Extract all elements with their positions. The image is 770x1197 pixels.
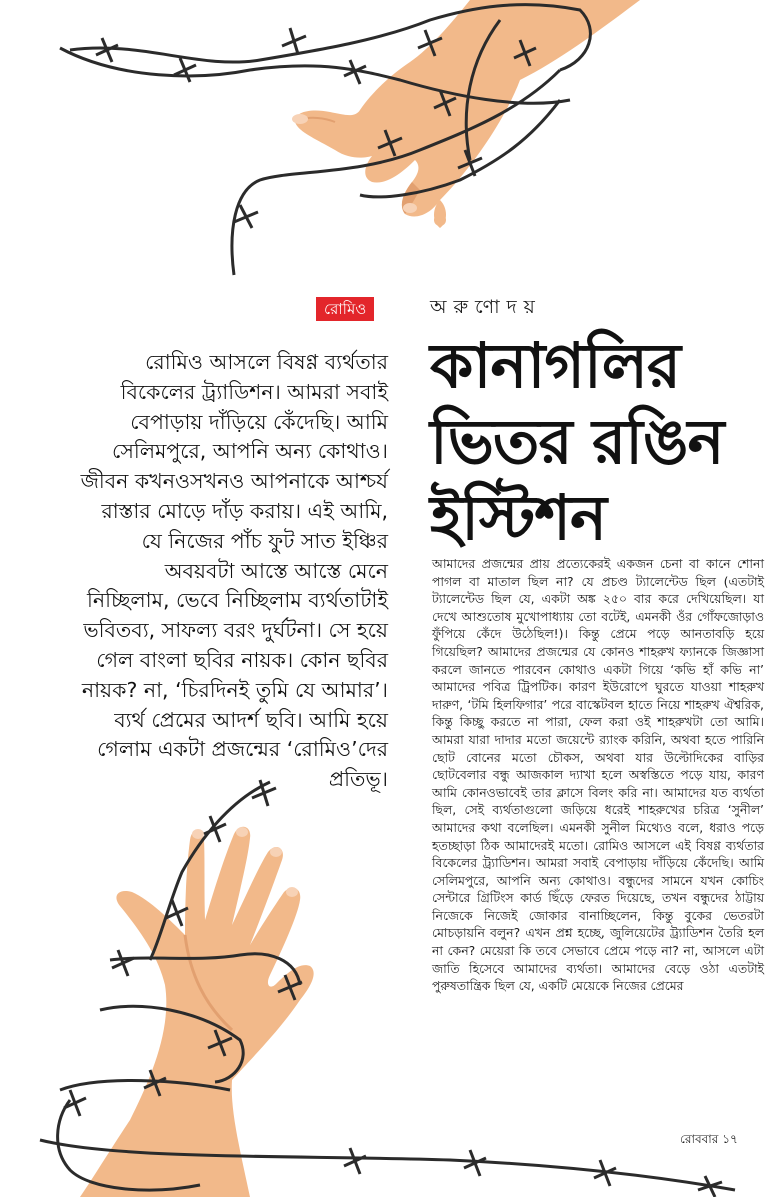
section-tag: রোমিও [316,297,374,321]
article-body: আমাদের প্রজন্মের প্রায় প্রত্যেকেরই একজন চেনা বা কানে শোনা পাগল বা মাতাল ছিল না? যে প্রচণ্ড ট্যালেন্টেড ছিল (এতটাই ট্যালেন্টেড ছিল যে, একটা অঙ্ক ২৫০ বার করে দেখিয়েছিল। যা দেখে আশুতোষ মুখোপাধ্যায় তো বটেই, এমনকী ওঁর গোঁফজোড়াও ফুঁপিয়ে কেঁদে উঠেছিল!)। কিন্তু প্রেমে পড়ে আনতাবড়ি হয়ে গিয়েছিল? আমাদের প্রজন্মের যে কোনও শাহরুখ ফ্যানকে জিজ্ঞাসা করলে জানতে পারবেন কোথাও একটা গিয়ে ‘কভি হাঁ কভি না’ আমাদের পবিত্র ট্রিপটিক। কারণ ইউরোপে ঘুরতে যাওয়া শাহরুখ দারুণ, ‘টমি হিলফিগার’ পরে বাস্কেটবল হাতে নিয়ে শাহরুখ ঐশ্বরিক, কিন্তু কিচ্ছু করতে না পারা, ফেল করা ওই শাহরুখটা তো আমি। আমরা যারা দাদার মতো জয়েন্টে র‌্যাংক করিনি, অথবা হতে পারিনি ছোট বোনের মতো চৌকস, অথবা যার উল্টোদিকের বাড়ির ছোটবেলার বন্ধু আজকাল দ্যাখা হলে অস্বস্তিতে পড়ে যায়, কারণ আমি কোনওভাবেই তার ক্লাসে বিলং করি না। আমাদের যত ব্যর্থতা ছিল, সেই ব্যর্থতাগুলো জড়িয়ে ধরেই শাহরুখের চরিত্র ‘সুনীল’ আমাদের কথা বলেছিল। এমনকী সুনীল মিথ্যেও বলে, ধরাও পড়ে হতচ্ছাড়া ঠিক আমাদেরই মতো। রোমিও আসলে এই বিষণ্ণ ব্যর্থতার বিকেলের ট্র্যাডিশন। আমরা সবাই বেপাড়ায় দাঁড়িয়ে কেঁদেছি। আমি সেলিমপুরে, আপনি অন্য কোথাও। বন্ধুদের সামনে যখন কোচিং সেন্টারে গ্রিটিংস কার্ড ছিঁড়ে ফেরত দিয়েছে, তখন বন্ধুদের ঠাট্টায় নিজেকে নিজেই জোকার বানাচ্ছিলেন, কিন্তু বুকের ভেতরটা মোচড়ায়নি বলুন? এখন প্রশ্ন হচ্ছে, জুলিয়েটের ট্র্যাডিশন তৈরি হল না কেন? মেয়েরা কি তবে সেভাবে প্রেমে পড়ে না? না, আসলে এটা জাতি হিসেবে আমাদের ব্যর্থতা। আমাদের বেড়ে ওঠা এতটাই পুরুষতান্ত্রিক ছিল যে, একটি মেয়েকে নিজের প্রেমের [432,556,764,994]
hand-barbed-wire-top-illustration [0,0,770,290]
pull-quote: রোমিও আসলে বিষণ্ণ ব্যর্থতার বিকেলের ট্র্যাডিশন। আমরা সবাই বেপাড়ায় দাঁড়িয়ে কেঁদেছি। আমি সেলিমপুরে, আপনি অন্য কোথাও। জীবন কখনওসখনও আপনাকে আশ্চর্য রাস্তার মোড়ে দাঁড় করায়। এই আমি, যে নিজের পাঁচ ফুট সাত ইঞ্চির অবয়বটা আস্তে আস্তে মেনে নিচ্ছিলাম, ভেবে নিচ্ছিলাম ব্যর্থতাটাই ভবিতব্য, সাফল্য বরং দুর্ঘটনা। সে হয়ে গেল বাংলা ছবির নায়ক। কোন ছবির নায়ক? না, ‘চিরদিনই তুমি যে আমার’। ব্যর্থ প্রেমের আদর্শ ছবি। আমি হয়ে গেলাম একটা প্রজন্মের ‘রোমিও’দের প্রতিভূ। [80,350,388,792]
headline: কানাগলির ভিতর রঙিন ইস্টিশন [430,329,724,554]
bottom-hand [80,827,314,1197]
page-folio: রোববার ১৭ [680,1132,738,1146]
author-byline: অরুণোদয় [430,296,542,318]
